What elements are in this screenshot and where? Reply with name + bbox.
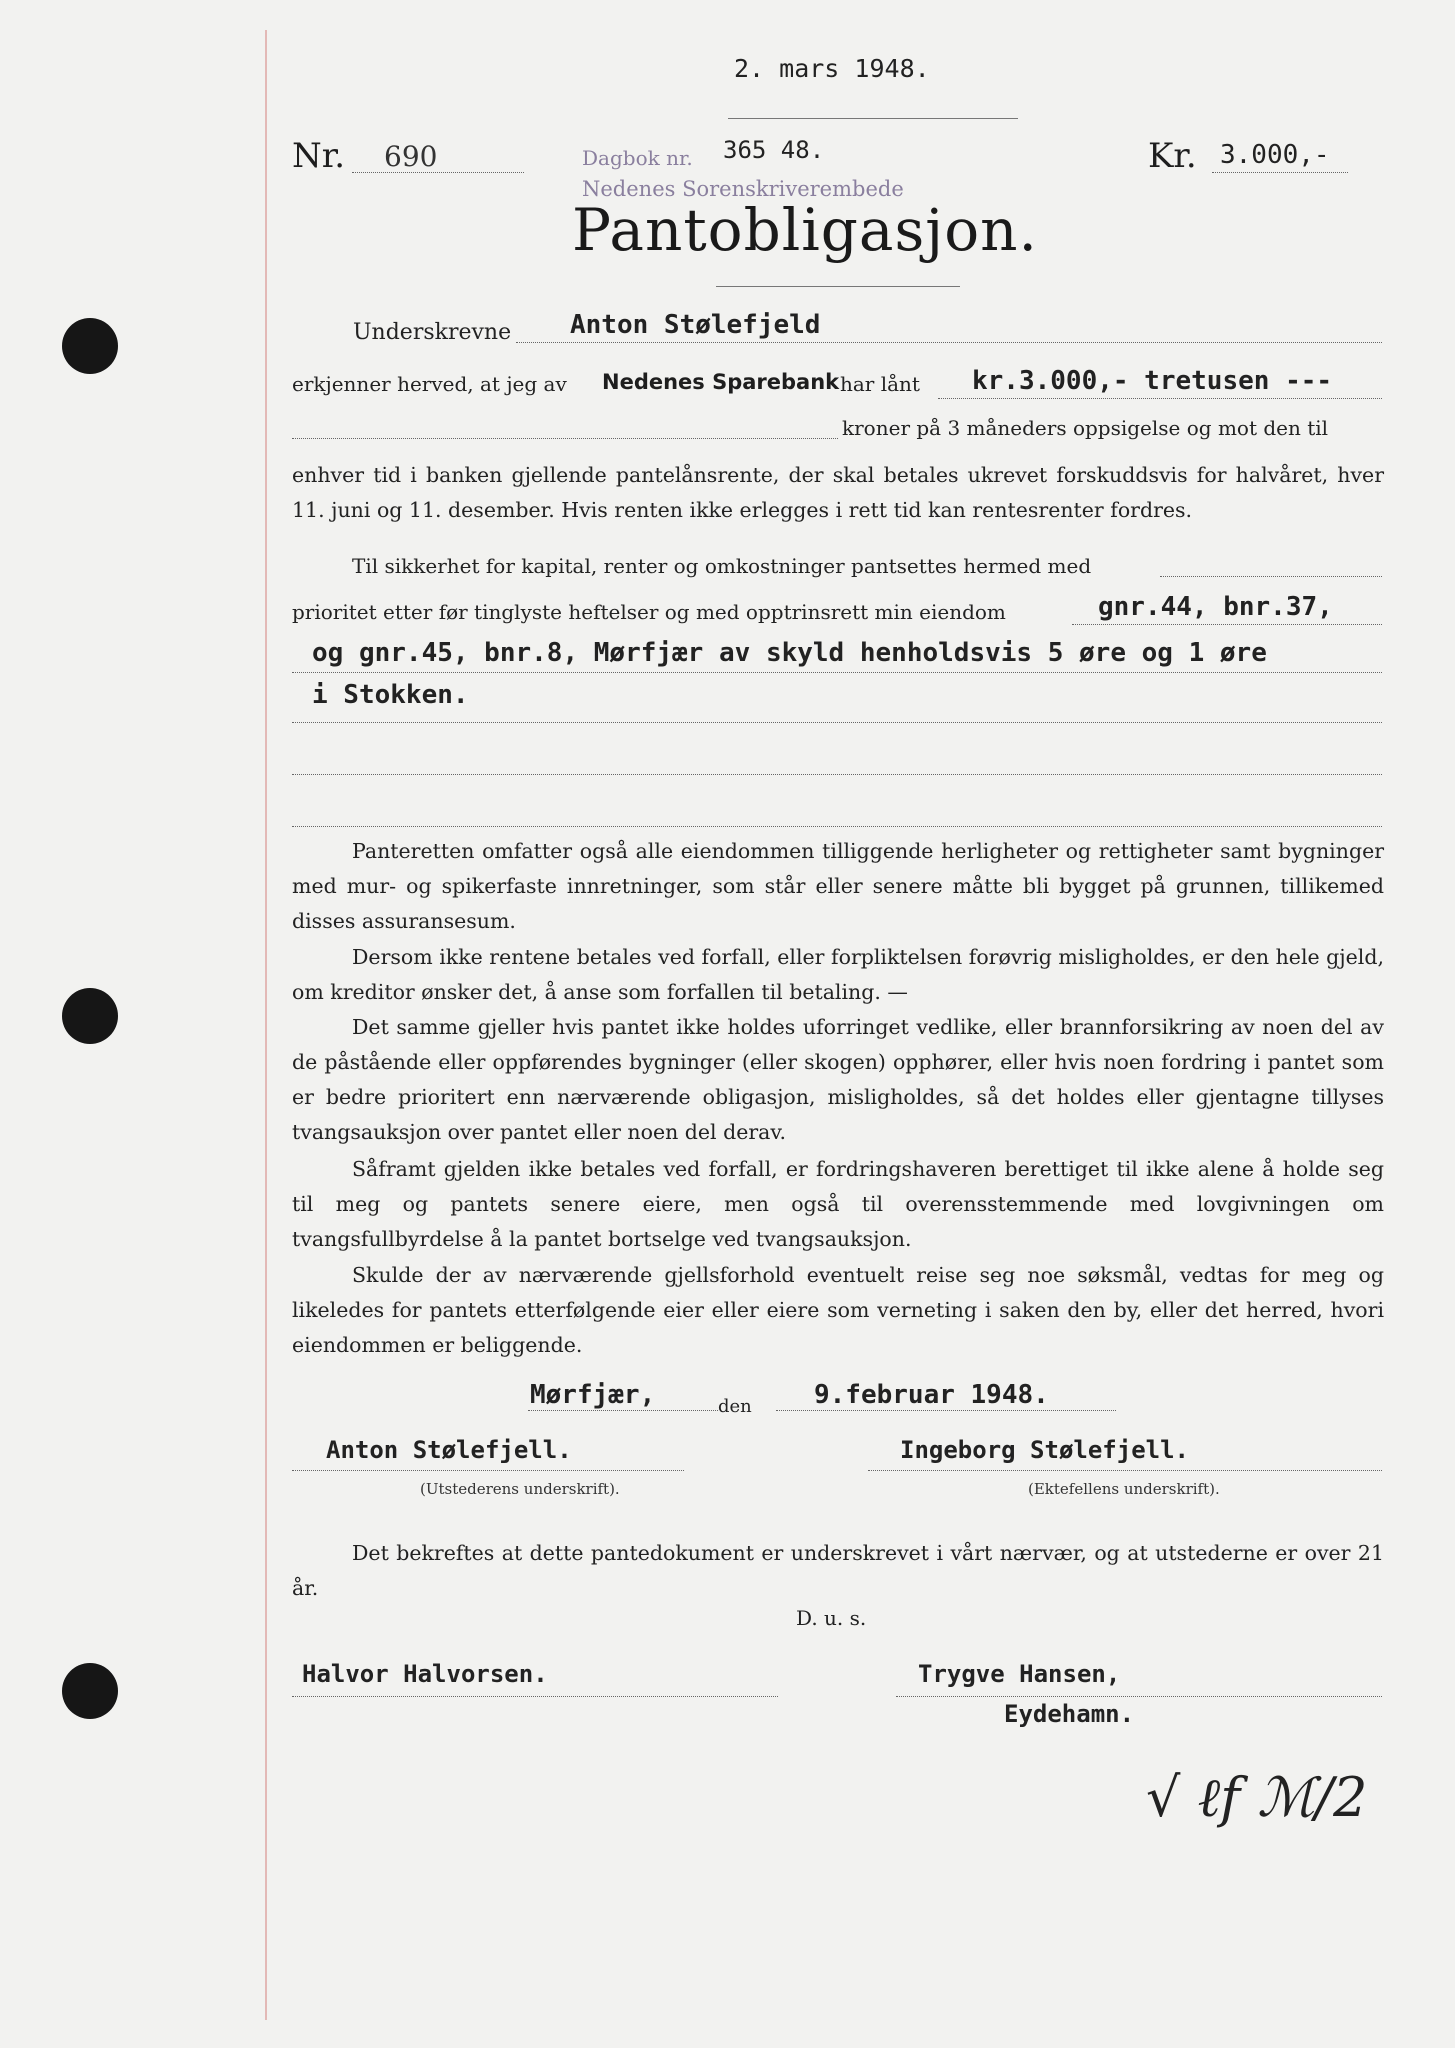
nr-dots: [352, 172, 524, 173]
nr-value: 690: [384, 140, 438, 173]
kr-value: 3.000,-: [1220, 140, 1330, 170]
security-dots: [1160, 576, 1382, 577]
witness2-place: Eydehamn.: [1004, 1700, 1135, 1728]
margin-note: √ ℓf ℳ/2: [1146, 1766, 1368, 1829]
priority-text: prioritet etter før tinglyste heftelser og med opptrinsrett min eiendom: [292, 600, 1006, 624]
witness-statement-text: Det bekreftes at dette pantedokument er underskrevet i vårt nærvær, og at utstederne er over 21 år.: [292, 1541, 1384, 1600]
margin-line: [265, 30, 267, 2020]
loan-mid: har lånt: [840, 372, 920, 396]
clause-text: Dersom ikke rentene betales ved forfall, eller forpliktelsen forøvrig misligholdes, er den hele gjeld, om kreditor ønsker det, å anse som forfallen til betaling. —: [292, 945, 1384, 1004]
title-underline: [716, 286, 960, 287]
header-date: 2. mars 1948.: [734, 54, 930, 83]
dagbok-value: 365 48.: [723, 136, 825, 164]
property-dots1: [1072, 624, 1382, 625]
punch-hole: [62, 988, 118, 1044]
issuer-signature: Anton Stølefjell.: [326, 1436, 572, 1464]
debtor-name: Anton Stølefjeld: [570, 310, 821, 340]
place: Mørfjær,: [530, 1380, 656, 1410]
property-line1: gnr.44, bnr.37,: [1098, 592, 1333, 622]
spouse-caption: (Ektefellens underskrift).: [1028, 1480, 1220, 1498]
debtor-dots: [516, 342, 1382, 343]
dus: D. u. s.: [796, 1606, 867, 1630]
place-dots: [528, 1410, 718, 1411]
issuer-caption: (Utstederens underskrift).: [420, 1480, 620, 1498]
witness2-dots: [896, 1696, 1382, 1697]
den-label: den: [718, 1396, 752, 1417]
witness2-name: Trygve Hansen,: [918, 1660, 1121, 1688]
blank-dots: [292, 438, 838, 439]
debtor-label: Underskrevne: [353, 320, 512, 345]
nr-label: Nr.: [292, 136, 346, 176]
loan-dots: [938, 398, 1382, 399]
security-intro: Til sikkerhet for kapital, renter og omkostninger pantsettes hermed med: [352, 554, 1092, 578]
witness1-dots: [292, 1696, 778, 1697]
property-dots2: [292, 672, 1382, 673]
clause-text: Skulde der av nærværende gjellsforhold eventuelt reise seg noe søksmål, vedtas for meg og likeledes for pantets etterfølgende eier eller eiere som verneting i saken den by, eller det herred, hvori eiendommen er beliggende.: [292, 1263, 1384, 1357]
property-dots3: [292, 722, 1382, 723]
clause-text: Det samme gjeller hvis pantet ikke holdes uforringet vedlike, eller brannforsikring av noen del av de påstående eller oppførendes bygninger (eller skogen) opphører, eller hvis noen fordring i pantet som er bedre prioritert enn nærværende obligasjon, misligholdes, så det holdes eller gjentagne tillyses tvangsauksjon over pantet eller noen del derav.: [292, 1015, 1384, 1144]
document-title: Pantobligasjon.: [572, 196, 1038, 264]
property-dots4: [292, 774, 1382, 775]
clause-4: [292, 1152, 1384, 1257]
spouse-signature: Ingeborg Stølefjell.: [900, 1436, 1189, 1464]
dagbok-label: Dagbok nr.: [582, 146, 693, 170]
clause-2: [292, 940, 1384, 1010]
punch-hole: [62, 1663, 118, 1719]
property-line2: og gnr.45, bnr.8, Mørfjær av skyld henholdsvis 5 øre og 1 øre: [312, 638, 1267, 668]
witness1-signature: Halvor Halvorsen.: [302, 1660, 548, 1688]
spouse-dots: [868, 1470, 1382, 1471]
clause-1: [292, 834, 1384, 939]
clause-text: Såframt gjelden ikke betales ved forfall, er fordringshaveren berettiget til ikke alene å holde seg til meg og pantets senere eiere, men også til overensstemmende med lovgivningen om tvangsfullbyrdelse å la pantet bortselge ved tvangsauksjon.: [292, 1157, 1384, 1251]
clause-3: [292, 1010, 1384, 1150]
property-line3: i Stokken.: [312, 680, 469, 710]
sign-date: 9.februar 1948.: [814, 1380, 1049, 1410]
date-dots: [776, 1410, 1116, 1411]
loan-prefix: erkjenner herved, at jeg av: [292, 372, 567, 396]
witness-statement: [292, 1536, 1384, 1606]
terms-line1: kroner på 3 måneders oppsigelse og mot den til: [842, 416, 1329, 440]
clause-text: Panteretten omfatter også alle eiendommen tilliggende herligheter og rettigheter samt bygninger med mur- og spikerfaste innretninger, som står eller senere måtte bli bygget på grunnen, tillikemed disses assuransesum.: [292, 839, 1384, 933]
loan-amount: kr.3.000,- tretusen ---: [972, 366, 1333, 396]
kr-dots: [1212, 172, 1348, 173]
issuer-dots: [292, 1470, 684, 1471]
kr-label: Kr.: [1148, 136, 1197, 176]
bank-name: Nedenes Sparebank: [602, 370, 840, 394]
punch-hole: [62, 318, 118, 374]
property-dots5: [292, 826, 1382, 827]
terms-text: enhver tid i banken gjellende pantelånsrente, der skal betales ukrevet forskuddsvis for halvåret, hver 11. juni og 11. desember. Hvis renten ikke erlegges i rett tid kan rentesrenter fordres.: [292, 463, 1384, 522]
clause-5: [292, 1258, 1384, 1363]
court-stamp: Nedenes Sorenskriverembede: [582, 177, 904, 201]
header-date-rule: [728, 118, 1018, 119]
